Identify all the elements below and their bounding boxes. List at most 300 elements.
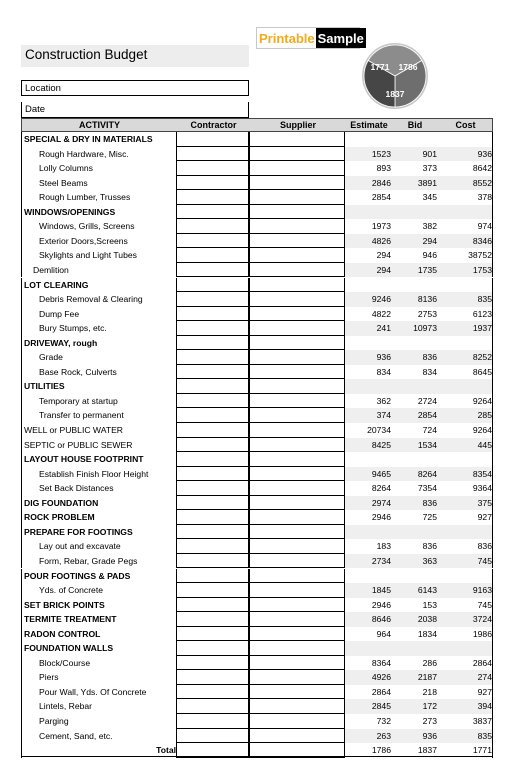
row-border-right xyxy=(492,278,493,293)
row-border-right xyxy=(492,569,493,584)
contractor-cell[interactable] xyxy=(176,234,249,249)
cost-value: 8552 xyxy=(472,177,492,188)
header-supplier: Supplier xyxy=(279,120,316,130)
activity-label: Lay out and excavate xyxy=(39,541,121,552)
estimate-value: 241 xyxy=(376,323,391,334)
row-border-left xyxy=(21,467,22,482)
cost-value: 285 xyxy=(477,410,492,421)
cost-value: 974 xyxy=(477,221,492,232)
contractor-cell[interactable] xyxy=(176,714,249,729)
row-border-right xyxy=(492,641,493,656)
supplier-cell[interactable] xyxy=(249,729,345,744)
table-row xyxy=(21,190,493,205)
activity-label: WELL or PUBLIC WATER xyxy=(24,425,124,435)
activity-label: Lolly Columns xyxy=(39,163,93,174)
table-row xyxy=(21,147,493,162)
bid-value: 936 xyxy=(422,730,437,741)
row-border-right xyxy=(492,219,493,234)
estimate-value: 8646 xyxy=(371,614,391,625)
location-field[interactable] xyxy=(21,80,249,96)
supplier-cell[interactable] xyxy=(249,219,345,234)
row-border-right xyxy=(492,336,493,351)
bid-value: 1837 xyxy=(417,745,437,756)
bid-value: 1534 xyxy=(417,439,437,450)
supplier-cell[interactable] xyxy=(249,278,345,293)
supplier-cell[interactable] xyxy=(249,161,345,176)
supplier-cell[interactable] xyxy=(249,408,345,423)
cost-value: 936 xyxy=(477,148,492,159)
supplier-cell[interactable] xyxy=(249,510,345,525)
estimate-value: 2946 xyxy=(371,512,391,523)
row-border-right xyxy=(492,685,493,700)
bid-value: 373 xyxy=(422,163,437,174)
supplier-cell[interactable] xyxy=(249,292,345,307)
contractor-cell[interactable] xyxy=(176,248,249,263)
table-row xyxy=(21,234,493,249)
cost-value: 745 xyxy=(477,599,492,610)
activity-label: Total xyxy=(156,745,176,756)
cost-value: 1937 xyxy=(472,323,492,334)
cost-value: 3724 xyxy=(472,614,492,625)
row-shade xyxy=(345,379,493,394)
supplier-cell[interactable] xyxy=(249,263,345,278)
header-bid: Bid xyxy=(407,120,423,130)
bid-value: 218 xyxy=(422,686,437,697)
table-row xyxy=(21,438,493,453)
row-border-right xyxy=(492,583,493,598)
activity-label: Exterior Doors,Screens xyxy=(39,235,128,246)
supplier-cell[interactable] xyxy=(249,190,345,205)
bid-value: 834 xyxy=(422,366,437,377)
contractor-cell[interactable] xyxy=(176,394,249,409)
row-border-left xyxy=(21,627,22,642)
row-border-right xyxy=(492,423,493,438)
estimate-value: 4826 xyxy=(371,235,391,246)
activity-label: Demlition xyxy=(33,264,69,275)
cost-value: 1771 xyxy=(472,745,492,756)
row-border-left xyxy=(21,729,22,744)
activity-label: DIG FOUNDATION xyxy=(24,497,99,508)
table-row xyxy=(21,510,493,525)
table-row xyxy=(21,219,493,234)
row-border-left xyxy=(21,714,22,729)
table-row xyxy=(21,641,493,656)
activity-label: Windows, Grills, Screens xyxy=(39,221,135,232)
contractor-cell[interactable] xyxy=(176,496,249,511)
table-row xyxy=(21,583,493,598)
supplier-cell[interactable] xyxy=(249,525,345,540)
row-border-left xyxy=(21,205,22,220)
activity-label: Rough Hardware, Misc. xyxy=(39,148,129,159)
supplier-cell[interactable] xyxy=(249,365,345,380)
supplier-cell[interactable] xyxy=(249,714,345,729)
contractor-cell[interactable] xyxy=(176,685,249,700)
contractor-cell[interactable] xyxy=(176,321,249,336)
activity-label: UTILITIES xyxy=(24,381,65,392)
row-border-right xyxy=(492,467,493,482)
table-row xyxy=(21,321,493,336)
cost-value: 3837 xyxy=(472,716,492,726)
contractor-cell[interactable] xyxy=(176,670,249,685)
activity-label: Pour Wall, Yds. Of Concrete xyxy=(39,686,147,697)
cost-value: 927 xyxy=(477,686,492,697)
activity-label: Lintels, Rebar xyxy=(39,701,93,712)
contractor-cell[interactable] xyxy=(176,176,249,191)
row-border-right xyxy=(492,248,493,263)
table-row xyxy=(21,394,493,409)
cost-value: 375 xyxy=(477,497,492,508)
estimate-value: 374 xyxy=(376,410,391,421)
estimate-value: 362 xyxy=(376,395,391,406)
row-border-right xyxy=(492,481,493,496)
contractor-cell[interactable] xyxy=(176,147,249,162)
estimate-value: 2864 xyxy=(371,686,391,697)
pie-label-1837: 1837 xyxy=(385,89,405,99)
contractor-cell[interactable] xyxy=(176,641,249,656)
contractor-cell[interactable] xyxy=(176,219,249,234)
supplier-cell[interactable] xyxy=(249,467,345,482)
cost-value: 8642 xyxy=(472,163,492,174)
row-border-right xyxy=(492,612,493,627)
supplier-cell[interactable] xyxy=(249,569,345,584)
supplier-cell[interactable] xyxy=(249,670,345,685)
estimate-value: 2974 xyxy=(371,497,391,508)
table-row xyxy=(21,670,493,685)
supplier-cell[interactable] xyxy=(249,132,345,147)
table-row xyxy=(21,132,493,147)
activity-label: Block/Course xyxy=(39,657,91,668)
row-border-left xyxy=(21,321,22,336)
table-row xyxy=(21,336,493,351)
cost-value: 8346 xyxy=(472,235,492,246)
row-border-right xyxy=(492,350,493,365)
supplier-cell[interactable] xyxy=(249,350,345,365)
contractor-cell[interactable] xyxy=(176,365,249,380)
cost-value: 445 xyxy=(477,439,492,450)
cost-value: 835 xyxy=(477,294,492,305)
table-row xyxy=(21,612,493,627)
activity-label: DRIVEWAY, rough xyxy=(24,337,98,348)
activity-label: SPECIAL & DRY IN MATERIALS xyxy=(24,134,153,144)
contractor-cell[interactable] xyxy=(176,612,249,627)
row-border-left xyxy=(21,350,22,365)
bid-value: 946 xyxy=(422,250,437,261)
row-border-left xyxy=(21,423,22,438)
activity-label: Form, Rebar, Grade Pegs xyxy=(39,555,138,566)
row-border-right xyxy=(492,496,493,511)
row-shade xyxy=(345,641,493,656)
supplier-cell[interactable] xyxy=(249,321,345,336)
contractor-cell[interactable] xyxy=(176,132,249,147)
bid-value: 153 xyxy=(422,599,437,610)
row-border-right xyxy=(492,714,493,729)
table-row xyxy=(21,365,493,380)
activity-label: Debris Removal & Clearing xyxy=(39,294,143,305)
estimate-value: 20734 xyxy=(367,425,391,435)
pie-label-1786: 1786 xyxy=(398,62,418,72)
bid-value: 725 xyxy=(422,512,437,523)
table-row xyxy=(21,699,493,714)
bid-value: 345 xyxy=(422,192,437,203)
activity-label: LOT CLEARING xyxy=(24,279,89,290)
cost-value: 8354 xyxy=(472,468,492,479)
supplier-cell[interactable] xyxy=(249,612,345,627)
row-border-right xyxy=(492,554,493,569)
estimate-value: 4822 xyxy=(371,308,391,319)
supplier-cell[interactable] xyxy=(249,452,345,467)
row-border-left xyxy=(21,656,22,671)
supplier-cell[interactable] xyxy=(249,496,345,511)
date-label: Date xyxy=(25,104,46,115)
supplier-cell[interactable] xyxy=(249,656,345,671)
table-row xyxy=(21,248,493,263)
supplier-cell[interactable] xyxy=(249,394,345,409)
supplier-cell[interactable] xyxy=(249,438,345,453)
row-border-right xyxy=(492,307,493,322)
supplier-cell[interactable] xyxy=(249,307,345,322)
estimate-value: 2854 xyxy=(371,192,391,203)
table-header xyxy=(21,118,493,132)
supplier-cell[interactable] xyxy=(249,147,345,162)
activity-label: Cement, Sand, etc. xyxy=(39,730,113,741)
row-border-left xyxy=(21,598,22,613)
row-border-left xyxy=(21,379,22,394)
estimate-value: 2946 xyxy=(371,599,391,610)
row-border-right xyxy=(492,292,493,307)
row-border-left xyxy=(21,554,22,569)
table-row xyxy=(21,627,493,642)
activity-label: Skylights and Light Tubes xyxy=(39,250,137,261)
row-border-left xyxy=(21,699,22,714)
estimate-value: 2734 xyxy=(371,555,391,566)
supplier-cell[interactable] xyxy=(249,627,345,642)
contractor-cell[interactable] xyxy=(176,423,249,438)
cost-value: 38752 xyxy=(468,250,492,261)
cost-value: 1753 xyxy=(472,264,492,275)
row-border-right xyxy=(492,438,493,453)
table-row xyxy=(21,525,493,540)
row-border-left xyxy=(21,438,22,453)
cost-value: 836 xyxy=(477,541,492,552)
supplier-cell[interactable] xyxy=(249,598,345,613)
table-row xyxy=(21,656,493,671)
estimate-value: 732 xyxy=(376,716,391,726)
row-border-right xyxy=(492,525,493,540)
cost-value: 8252 xyxy=(472,352,492,363)
table-row xyxy=(21,176,493,191)
row-border-right xyxy=(492,539,493,554)
contractor-cell[interactable] xyxy=(176,598,249,613)
row-border-right xyxy=(492,365,493,380)
contractor-cell[interactable] xyxy=(176,350,249,365)
table-row xyxy=(21,554,493,569)
activity-label: RADON CONTROL xyxy=(24,628,101,639)
row-border-left xyxy=(21,641,22,656)
contractor-cell[interactable] xyxy=(176,336,249,351)
contractor-cell[interactable] xyxy=(176,699,249,714)
table-row xyxy=(21,685,493,700)
row-border-left xyxy=(21,394,22,409)
cost-value: 1986 xyxy=(472,628,492,639)
row-border-left xyxy=(21,670,22,685)
table-row xyxy=(21,452,493,467)
row-border-left xyxy=(21,248,22,263)
row-border-right xyxy=(492,627,493,642)
row-border-left xyxy=(21,408,22,423)
contractor-cell[interactable] xyxy=(176,292,249,307)
cost-value: 274 xyxy=(477,672,492,683)
supplier-cell[interactable] xyxy=(249,685,345,700)
bid-value: 382 xyxy=(422,221,437,232)
supplier-cell[interactable] xyxy=(249,554,345,569)
estimate-value: 2846 xyxy=(371,177,391,188)
bid-value: 294 xyxy=(422,235,437,246)
contractor-cell[interactable] xyxy=(176,467,249,482)
table-row xyxy=(21,263,493,278)
contractor-cell[interactable] xyxy=(176,569,249,584)
table-row xyxy=(21,292,493,307)
activity-label: ROCK PROBLEM xyxy=(24,512,95,523)
estimate-value: 936 xyxy=(376,352,391,363)
table-bottom-border xyxy=(21,756,493,757)
contractor-cell[interactable] xyxy=(176,379,249,394)
date-field[interactable] xyxy=(21,102,249,118)
contractor-cell[interactable] xyxy=(176,627,249,642)
row-border-left xyxy=(21,525,22,540)
contractor-cell[interactable] xyxy=(176,481,249,496)
row-border-left xyxy=(21,365,22,380)
bid-value: 2724 xyxy=(417,395,437,406)
row-border-left xyxy=(21,510,22,525)
row-border-right xyxy=(492,699,493,714)
estimate-value: 1523 xyxy=(371,148,391,159)
supplier-cell[interactable] xyxy=(249,176,345,191)
row-shade xyxy=(345,205,493,220)
table-row xyxy=(21,423,493,438)
row-border-left xyxy=(21,569,22,584)
row-border-left xyxy=(21,307,22,322)
table-row xyxy=(21,350,493,365)
brand-logo xyxy=(256,27,364,49)
cost-value: 927 xyxy=(477,512,492,523)
contractor-cell[interactable] xyxy=(176,190,249,205)
contractor-cell[interactable] xyxy=(176,539,249,554)
row-border-left xyxy=(21,685,22,700)
cost-value: 745 xyxy=(477,555,492,566)
contractor-cell[interactable] xyxy=(176,263,249,278)
cost-value: 8645 xyxy=(472,366,492,377)
contractor-cell[interactable] xyxy=(176,525,249,540)
supplier-cell[interactable] xyxy=(249,699,345,714)
activity-label: Parging xyxy=(39,716,69,726)
bid-value: 10973 xyxy=(413,323,437,334)
bid-value: 836 xyxy=(422,541,437,552)
supplier-cell[interactable] xyxy=(249,248,345,263)
row-border-right xyxy=(492,176,493,191)
bid-value: 2753 xyxy=(417,308,437,319)
estimate-value: 294 xyxy=(376,250,391,261)
contractor-cell[interactable] xyxy=(176,205,249,220)
estimate-value: 4926 xyxy=(371,672,391,683)
supplier-cell[interactable] xyxy=(249,641,345,656)
estimate-value: 1845 xyxy=(371,585,391,596)
supplier-cell[interactable] xyxy=(249,539,345,554)
contractor-cell[interactable] xyxy=(176,554,249,569)
activity-label: Rough Lumber, Trusses xyxy=(39,192,131,203)
contractor-cell[interactable] xyxy=(176,278,249,293)
contractor-cell[interactable] xyxy=(176,729,249,744)
row-border-left xyxy=(21,190,22,205)
row-border-right xyxy=(492,263,493,278)
header-cost: Cost xyxy=(455,120,476,130)
estimate-value: 263 xyxy=(376,730,391,741)
table-row xyxy=(21,379,493,394)
activity-label: Set Back Distances xyxy=(39,483,114,494)
row-border-right xyxy=(492,205,493,220)
bid-value: 3891 xyxy=(417,177,437,188)
bid-value: 2187 xyxy=(417,672,437,683)
contractor-cell[interactable] xyxy=(176,452,249,467)
bid-value: 286 xyxy=(422,657,437,668)
estimate-value: 893 xyxy=(376,163,391,174)
activity-label: POUR FOOTINGS & PADS xyxy=(24,570,131,581)
supplier-cell[interactable] xyxy=(249,379,345,394)
row-border-left xyxy=(21,278,22,293)
cost-value: 394 xyxy=(477,701,492,712)
estimate-value: 2845 xyxy=(371,701,391,712)
activity-label: WINDOWS/OPENINGS xyxy=(24,206,116,217)
table-row xyxy=(21,278,493,293)
bid-value: 8264 xyxy=(417,468,437,479)
bid-value: 1735 xyxy=(417,264,437,275)
activity-label: SET BRICK POINTS xyxy=(24,599,105,610)
activity-label: Dump Fee xyxy=(39,308,80,319)
contractor-cell[interactable] xyxy=(176,307,249,322)
contractor-cell[interactable] xyxy=(176,438,249,453)
row-border-right xyxy=(492,132,493,147)
supplier-cell[interactable] xyxy=(249,583,345,598)
contractor-cell[interactable] xyxy=(176,408,249,423)
row-border-right xyxy=(492,598,493,613)
estimate-value: 8364 xyxy=(371,657,391,668)
row-border-left xyxy=(21,452,22,467)
table-row xyxy=(21,598,493,613)
supplier-cell[interactable] xyxy=(249,205,345,220)
row-border-right xyxy=(492,379,493,394)
supplier-cell[interactable] xyxy=(249,336,345,351)
supplier-cell[interactable] xyxy=(249,423,345,438)
supplier-cell[interactable] xyxy=(249,234,345,249)
bid-value: 363 xyxy=(422,555,437,566)
estimate-value: 9246 xyxy=(371,294,391,305)
contractor-cell[interactable] xyxy=(176,510,249,525)
header-estimate: Estimate xyxy=(350,120,388,130)
row-border-left xyxy=(21,219,22,234)
estimate-value: 8425 xyxy=(371,439,391,450)
activity-label: Establish Finish Floor Height xyxy=(39,468,149,479)
row-border-right xyxy=(492,147,493,162)
row-border-left xyxy=(21,234,22,249)
activity-label: TERMITE TREATMENT xyxy=(24,614,117,625)
supplier-cell[interactable] xyxy=(249,481,345,496)
row-border-left xyxy=(21,539,22,554)
table-row xyxy=(21,714,493,729)
row-border-left xyxy=(21,161,22,176)
contractor-cell[interactable] xyxy=(176,161,249,176)
contractor-cell[interactable] xyxy=(176,656,249,671)
row-border-right xyxy=(492,408,493,423)
contractor-cell[interactable] xyxy=(176,583,249,598)
